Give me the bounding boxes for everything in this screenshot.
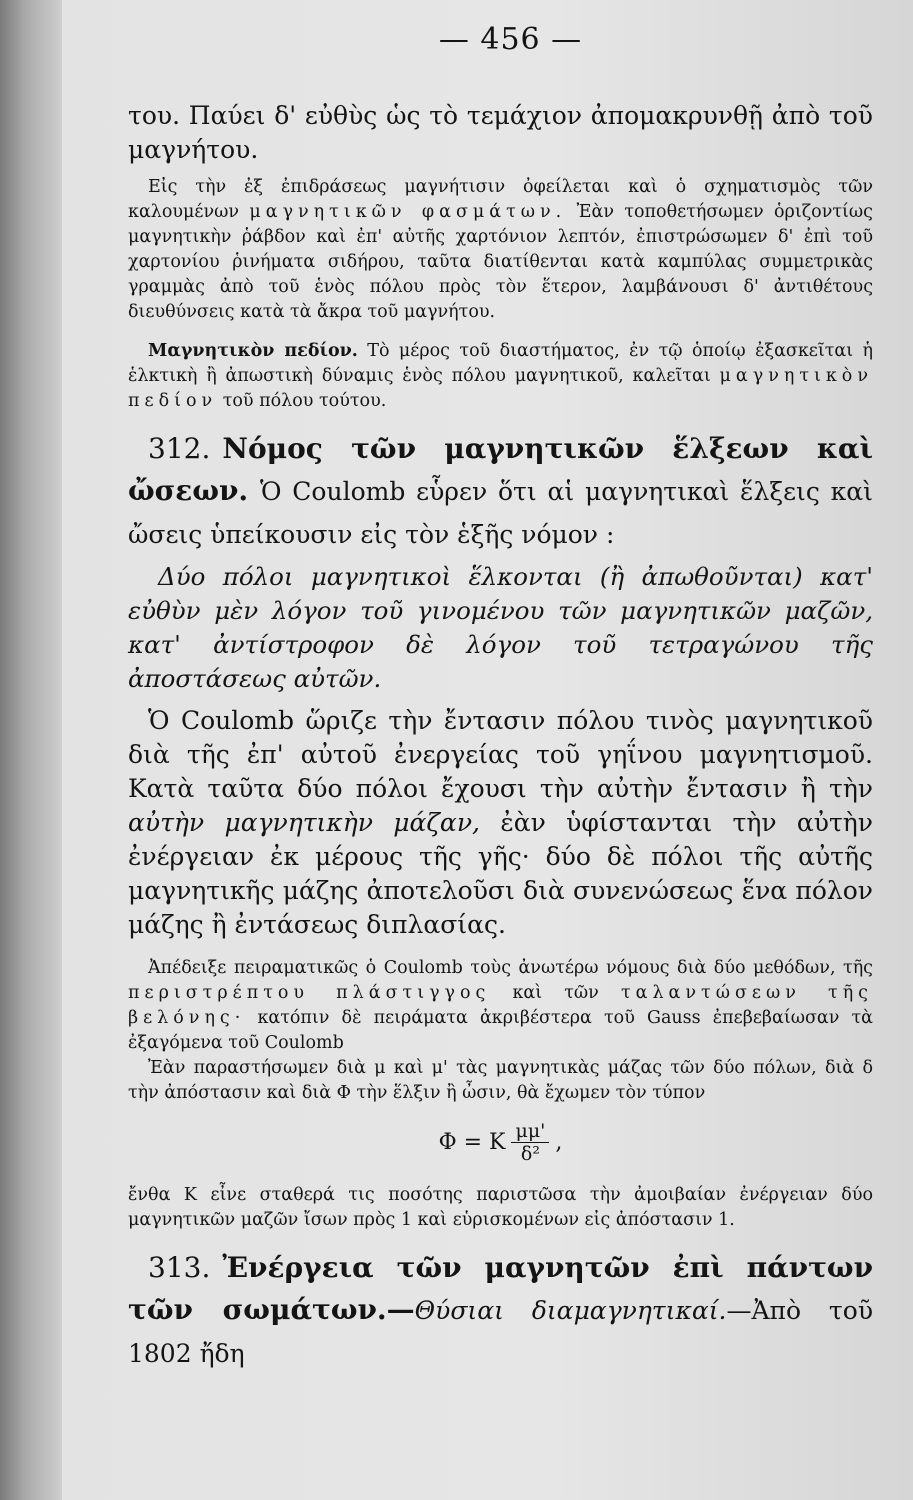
paragraph-experiments: [128, 956, 873, 1056]
formula-lhs: Φ = Κ: [438, 1130, 506, 1155]
paragraph-text: Τὸ μέρος τοῦ διαστήματος, ἐν τῷ ὁποίῳ ἐξασκεῖται ἡ ἑλκτικὴ ἢ ἀπωστικὴ δύναμις ἑνὸς πόλου μαγνητικοῦ, καλεῖται: [128, 341, 873, 386]
paragraph-text: Ἀπέδειξε πειραματικῶς ὁ Coulomb τοὺς ἀνωτέρω νόμους διὰ δύο μεθόδων, τῆς: [148, 958, 873, 978]
paragraph-text: τοῦ πόλου τούτου.: [222, 391, 387, 411]
paragraph-text: του. Παύει δ' εὐθὺς ὡς τὸ τεμάχιον ἀπομακρυνθῇ ἀπὸ τοῦ μαγνήτου.: [128, 101, 873, 164]
paragraph-constant-k: [128, 1183, 873, 1233]
coulomb-law-statement: Δύο πόλοι μαγνητικοὶ ἕλκονται (ἢ ἀπωθοῦνται) κατ' εὐθὺν μὲν λόγον τοῦ γινομένου τῶν μαγνητικῶν μαζῶν, κατ' ἀντίστροφον δὲ λόγον τοῦ τετραγώνου τῆς ἀποστάσεως αὐτῶν.: [128, 562, 873, 693]
section-title: Νόμος τῶν μαγνητικῶν ἕλξεων καὶ ὤσεων.: [128, 432, 873, 507]
paragraph-text: Εἰς τὴν ἐξ ἐπιδράσεως μαγνήτισιν ὀφείλεται καὶ ὁ σχηματισμὸς τῶν καλουμένων: [128, 177, 873, 222]
paragraph-text: ἔνθα Κ εἶνε σταθερά τις ποσότης παριστῶσα τὴν ἀμοιβαίαν ἐνέργειαν δύο μαγνητικῶν μαζῶν ἴσων πρὸς 1 καὶ εὑρισκομένων εἰς ἀπόστασιν 1.: [128, 1185, 873, 1230]
italic-term: αὐτὴν μαγνητικὴν μάζαν,: [128, 808, 480, 837]
paragraph-magnetic-field: [128, 339, 873, 414]
paragraph-text: Ἐὰν τοποθετήσωμεν ὁριζοντίως μαγνητικὴν ῥάβδον καὶ ἐπ' αὐτῆς χαρτόνιον λεπτόν, ἐπιστρώσωμεν δ' ἐπὶ τοῦ χαρτονίου ῥινήματα σιδήρου, ταῦτα διατίθενται κατὰ καμπύλας συμμετρικὰς γραμμὰς ἀπὸ τοῦ ἑνὸς πόλου πρὸς τὸν ἕτερον, λαμβάνουσι δ' ἀντιθέτους διευθύνσεις κατὰ τὰ ἄκρα τοῦ μαγνήτου.: [128, 202, 873, 322]
paragraph-continuation: [128, 99, 873, 167]
paragraph-text: κατόπιν δὲ πειράματα ἀκριβέστερα τοῦ Gauss ἐπεβεβαίωσαν τὰ ἐξαγόμενα τοῦ Coulomb: [128, 1008, 873, 1053]
paragraph-text: καὶ τῶν: [512, 983, 599, 1003]
spaced-term: μαγνητικὸν πεδίον: [128, 366, 873, 411]
spaced-term: ταλαντώσεων τῆς βελόνης·: [128, 983, 873, 1028]
section-number: 313.: [148, 1251, 211, 1284]
paragraph-text: —Ἀπὸ τοῦ 1802 ἤδη: [128, 1296, 874, 1368]
formula-denominator: δ²: [520, 1143, 540, 1165]
paragraph-formula-intro: [128, 1056, 873, 1106]
paragraph-text: Ὁ Coulomb ὥριζε τὴν ἔντασιν πόλου τινὸς μαγνητικοῦ διὰ τῆς ἐπ' αὐτοῦ ἐνεργείας τοῦ γηΐνου μαγνητισμοῦ. Κατὰ ταῦτα δύο πόλοι ἔχουσι τὴν αὐτὴν ἔντασιν ἢ τὴν: [128, 706, 873, 803]
run-in-heading: Μαγνητικὸν πεδίον.: [148, 341, 358, 361]
formula-fraction: [511, 1120, 549, 1165]
paragraph-text: Ὁ Coulomb εὗρεν ὅτι αἱ μαγνητικαὶ ἕλξεις καὶ ὤσεις ὑπείκουσιν εἰς τὸν ἑξῆς νόμον :: [128, 477, 873, 549]
paragraph-text: Ἐὰν παραστήσωμεν διὰ μ καὶ μ' τὰς μαγνητικὰς μάζας τῶν δύο πόλων, διὰ δ τὴν ἀπόστασιν καὶ διὰ Φ τὴν ἕλξιν ἢ ὦσιν, θὰ ἔχωμεν τὸν τύπον: [128, 1058, 873, 1103]
formula-tail: ,: [555, 1130, 563, 1155]
coulomb-formula: [128, 1120, 873, 1165]
section-title: Ἐνέργεια τῶν μαγνητῶν ἐπὶ πάντων τῶν σωμάτων.—: [128, 1251, 873, 1326]
paragraph-pole-intensity: [128, 704, 873, 942]
spaced-term: μαγνητικῶν φασμάτων.: [249, 202, 567, 222]
paragraph-text: ἐὰν ὑφίστανται τὴν αὐτὴν ἐνέργειαν ἐκ μέρους τῆς γῆς· δύο δὲ πόλοι τῆς αὐτῆς μαγνητικῆς μάζης ἀποτελοῦσι διὰ συνενώσεως ἕνα πόλον μάζης ἢ ἐντάσεως διπλασίας.: [128, 808, 873, 939]
spaced-term: περιστρέπτου πλάστιγγος: [128, 983, 491, 1003]
page-number: — 456 —: [438, 22, 583, 57]
formula-numerator: μμ': [511, 1120, 549, 1143]
binding-shadow: [0, 0, 62, 1500]
section-313: [128, 1247, 873, 1375]
section-312: [128, 428, 873, 556]
paragraph-magnetic-spectra: [128, 175, 873, 325]
section-number: 312.: [148, 432, 211, 465]
italic-term: Θύσιαι διαμαγνητικαί.: [414, 1296, 727, 1325]
